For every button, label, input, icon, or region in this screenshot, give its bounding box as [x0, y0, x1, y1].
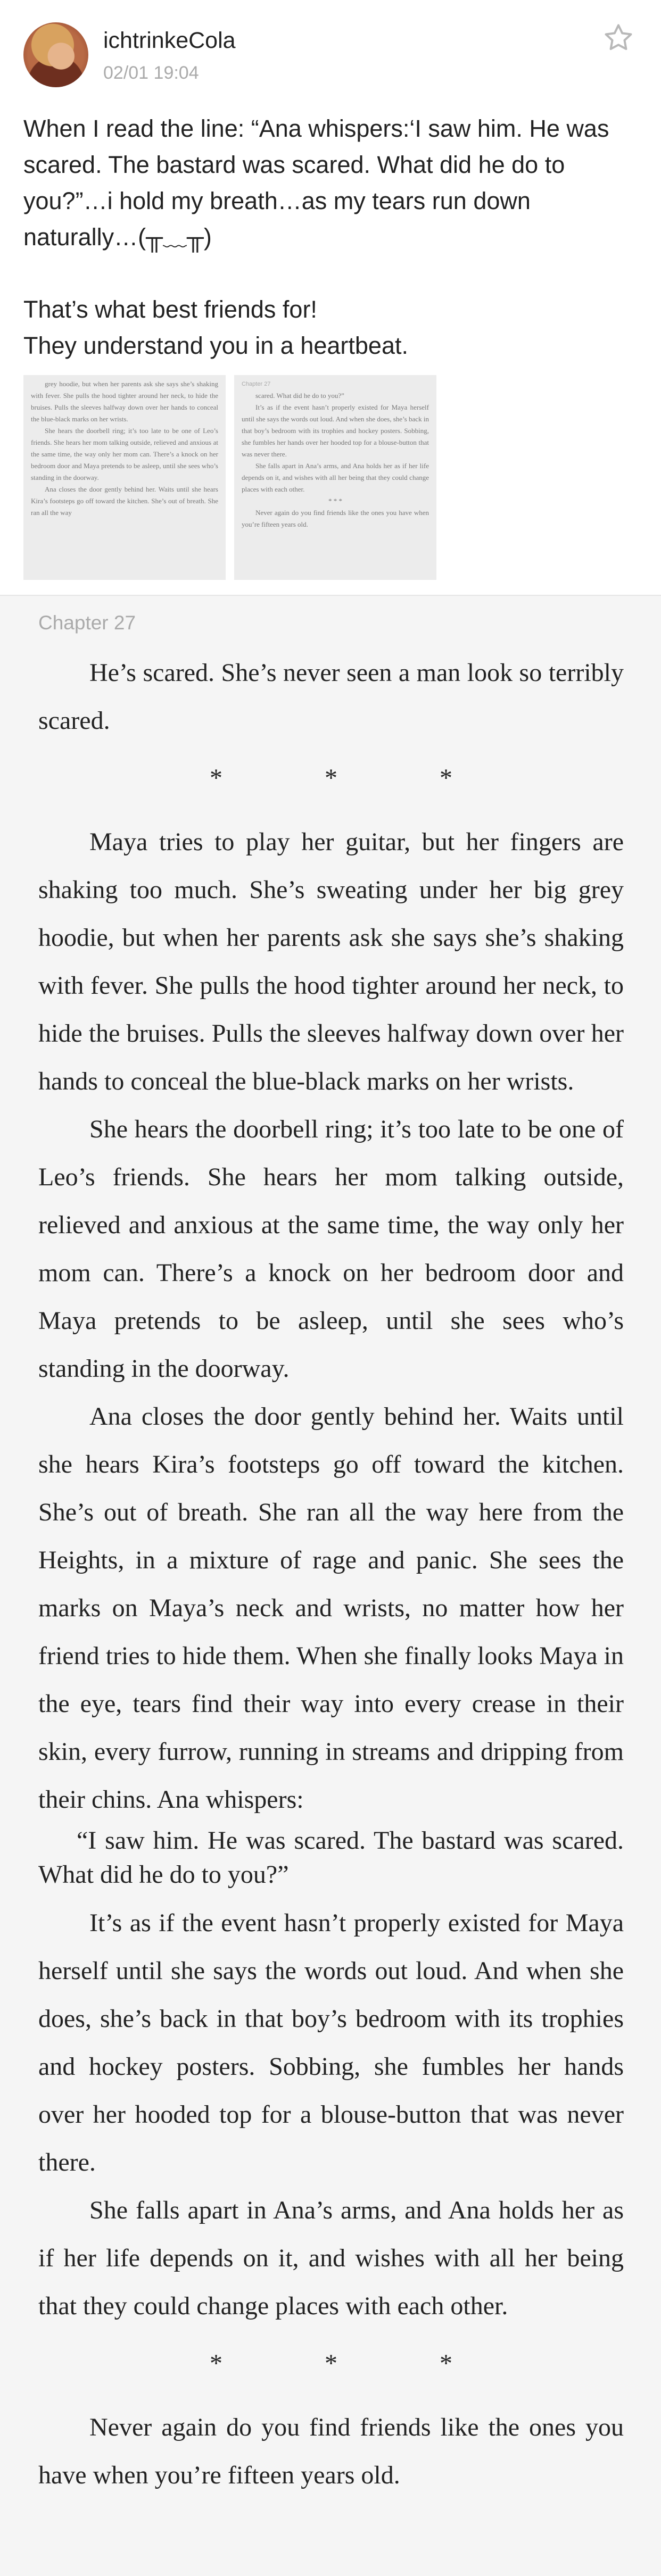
avatar[interactable]	[23, 22, 88, 87]
post-paragraph: When I read the line: “Ana whispers:‘I saw him. He was scared. The bastard was scared. What did he do to you?”…i hold my breath…as my tears run down naturally…(╥﹏╥)	[23, 115, 609, 251]
post-text	[23, 111, 641, 364]
thumbnail-text: Never again do you find friends like the ones you have when you’re fifteen years old.	[242, 509, 429, 528]
chapter-paragraph: She hears the doorbell ring; it’s too late to be one of Leo’s friends. She hears her mom talking outside, relieved and anxious at the same time, the way only her mom can. There’s a knock on her bedroom door and Maya pretends to be asleep, until she sees who’s standing in the doorway.	[38, 1115, 624, 1383]
chapter-label: Chapter 27	[38, 612, 136, 634]
username[interactable]: ichtrinkeCola	[103, 28, 236, 53]
thumbnail-text: grey hoodie, but when her parents ask she says she’s shaking with fever. She pulls the hood tighter around her neck, to hide the bruises. Pulls the sleeves halfway down over her hands to conceal the blue-black marks on her wrists.	[31, 380, 218, 423]
post-paragraph: That’s what best friends for!	[23, 296, 317, 323]
chapter-text	[38, 649, 624, 2499]
chapter-paragraph: Maya tries to play her guitar, but her fingers are shaking too much. She’s sweating under her big grey hoodie, but when her parents ask she says she’s shaking with fever. She pulls the hood tighter around her neck, to hide the bruises. Pulls the sleeves halfway down over her hands to conceal the blue-black marks on her wrists.	[38, 828, 624, 1095]
image-thumbnails	[23, 375, 641, 580]
post-header	[0, 0, 661, 106]
thumbnail-image[interactable]	[234, 375, 436, 580]
thumbnail-image[interactable]	[23, 375, 226, 580]
post-time: 02/01 19:04	[103, 63, 199, 83]
thumbnail-text: * * *	[328, 497, 342, 505]
chapter-quote: “I saw him. He was scared. The bastard was scared. What did he do to you?”	[38, 1826, 624, 1889]
section-break: * * *	[210, 764, 500, 792]
chapter-paragraph: Never again do you find friends like the ones you have when you’re fifteen years old.	[38, 2413, 624, 2489]
chapter-paragraph: She falls apart in Ana’s arms, and Ana holds her as if her life depends on it, and wishes with all her being that they could change places with each other.	[38, 2196, 624, 2320]
thumbnail-text: She hears the doorbell ring; it’s too late to be one of Leo’s friends. She hears her mom talking outside, relieved and anxious at the same time, the way only her mom can. There’s a knock on her bedroom door and Maya pretends to be asleep, until she sees who’s standing in the doorway.	[31, 427, 218, 481]
chapter-paragraph: He’s scared. She’s never seen a man look so terribly scared.	[38, 659, 624, 735]
thumbnail-text: Ana closes the door gently behind her. Waits until she hears Kira’s footsteps go off toward the kitchen. She’s out of breath. She ran all the way	[31, 485, 218, 517]
thumbnail-text: It’s as if the event hasn’t properly existed for Maya herself until she says the words out loud. And when she does, she’s back in that boy’s bedroom with its trophies and hockey posters. Sobbing, she fumbles her hands over her hooded top for a blouse-button that was never there.	[242, 403, 429, 458]
section-break: * * *	[210, 2349, 500, 2378]
thumbnail-text: scared. What did he do to you?”	[255, 392, 344, 400]
thumbnail-text: She falls apart in Ana’s arms, and Ana holds her as if her life depends on it, and wishes with all her being that they could change places with each other.	[242, 462, 429, 493]
chapter-paragraph: It’s as if the event hasn’t properly existed for Maya herself until she says the words out loud. And when she does, she’s back in that boy’s bedroom with its trophies and hockey posters. Sobbing, she fumbles her hands over her hooded top for a blouse-button that was never there.	[38, 1909, 624, 2176]
chapter-excerpt	[0, 596, 661, 2576]
post-paragraph: They understand you in a heartbeat.	[23, 332, 408, 359]
thumbnail-label: Chapter 27	[242, 381, 271, 387]
star-icon[interactable]	[601, 21, 635, 55]
chapter-paragraph: Ana closes the door gently behind her. Waits until she hears Kira’s footsteps go off toward the kitchen. She’s out of breath. She ran all the way here from the Heights, in a mixture of rage and panic. She sees the marks on Maya’s neck and wrists, no matter how her friend tries to hide them. When she finally looks Maya in the eye, tears find their way into every crease in their skin, every furrow, running in streams and dripping from their chins. Ana whispers:	[38, 1402, 624, 1814]
